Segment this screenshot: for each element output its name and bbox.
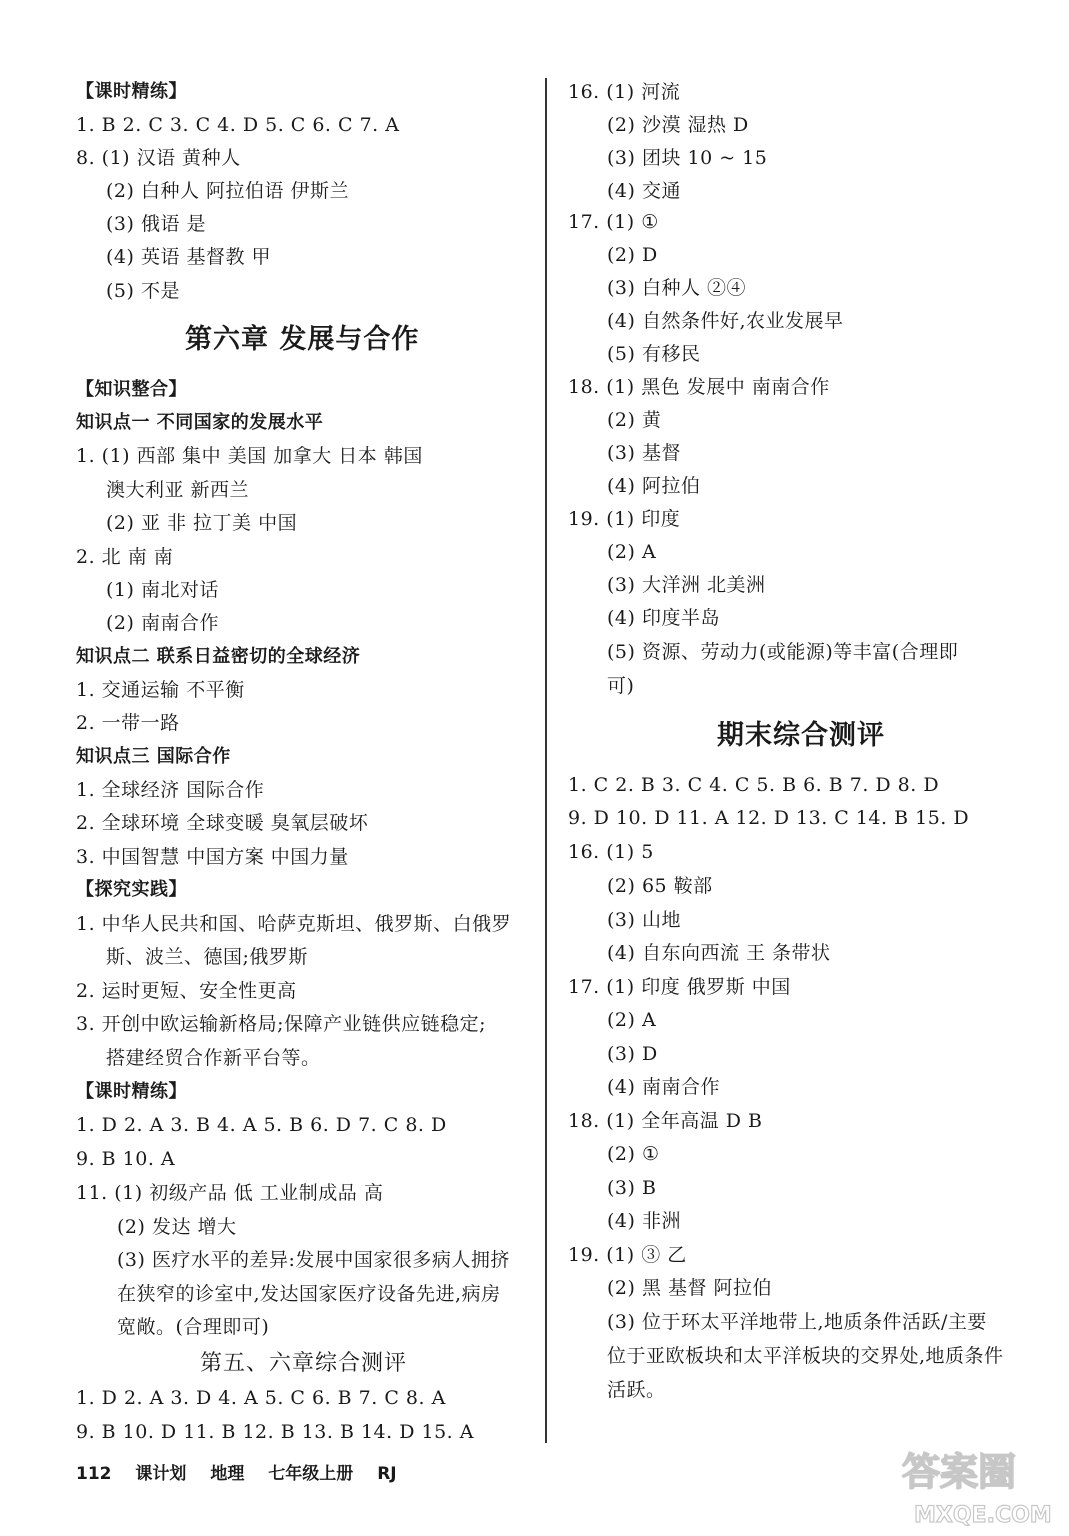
answer-line: 1. D 2. A 3. B 4. A 5. B 6. D 7. C 8. D	[76, 1114, 447, 1136]
answer-line: (2) 65 鞍部	[607, 875, 713, 897]
answer-line: 宽敞。(合理即可)	[117, 1316, 270, 1338]
answer-line: (3) 山地	[607, 909, 681, 931]
answer-line: (2) A	[607, 541, 657, 563]
answer-line: (4) 交通	[607, 180, 681, 202]
answer-line: (5) 资源、劳动力(或能源)等丰富(合理即	[607, 641, 959, 663]
section-heading: 第六章 发展与合作	[185, 324, 420, 355]
answer-line: (3) 医疗水平的差异:发展中国家很多病人拥挤	[117, 1249, 510, 1271]
page-number: 112	[76, 1464, 112, 1484]
section-heading: 期末综合测评	[717, 720, 885, 751]
answer-line: (4) 南南合作	[607, 1076, 720, 1098]
answer-line: 活跃。	[607, 1379, 666, 1401]
answer-line: (4) 印度半岛	[607, 607, 720, 629]
subsection-heading: 【探究实践】	[76, 879, 187, 900]
subsection-heading: 【知识整合】	[76, 379, 187, 400]
answer-line: (3) 位于环太平洋地带上,地质条件活跃/主要	[607, 1311, 987, 1333]
watermark-logo	[892, 1440, 1057, 1530]
answer-line: 9. D 10. D 11. A 12. D 13. C 14. B 15. D	[568, 807, 970, 829]
answer-line: (5) 有移民	[607, 343, 701, 365]
answer-line: (2) 沙漠 湿热 D	[607, 114, 749, 136]
answer-line: (4) 自然条件好,农业发展早	[607, 310, 844, 332]
answer-line: (2) A	[607, 1009, 657, 1031]
answer-line: (2) ①	[607, 1143, 660, 1165]
answer-line: (4) 阿拉伯	[607, 475, 701, 497]
answer-line: 19. (1) 印度	[568, 508, 681, 530]
answer-line: (3) 团块 10 ~ 15	[607, 147, 768, 169]
answer-line: 可)	[607, 675, 635, 697]
answer-line: 18. (1) 黑色 发展中 南南合作	[568, 376, 830, 398]
answer-line: 17. (1) 印度 俄罗斯 中国	[568, 976, 791, 998]
answer-line: 9. B 10. A	[76, 1148, 176, 1170]
answer-line: 斯、波兰、德国;俄罗斯	[106, 946, 308, 968]
answer-line: 16. (1) 5	[568, 841, 654, 863]
answer-line: (3) 白种人 ②④	[607, 277, 746, 299]
book-series: 课计划	[135, 1464, 187, 1484]
answer-line: (2) 发达 增大	[117, 1216, 237, 1238]
answer-line: (4) 非洲	[607, 1210, 681, 1232]
answer-line: 澳大利亚 新西兰	[106, 479, 250, 501]
answer-line: (4) 自东向西流 王 条带状	[607, 942, 831, 964]
answer-line: 2. 北 南 南	[76, 546, 174, 568]
answer-line: (5) 不是	[106, 280, 180, 302]
answer-line: 2. 运时更短、安全性更高	[76, 980, 297, 1002]
answer-line: (3) B	[607, 1177, 657, 1199]
book-subject: 地理	[210, 1464, 245, 1484]
answer-line: 1. D 2. A 3. D 4. A 5. C 6. B 7. C 8. A	[76, 1387, 446, 1409]
answer-line: (3) 大洋洲 北美洲	[607, 574, 766, 596]
answer-line: 11. (1) 初级产品 低 工业制成品 高	[76, 1182, 384, 1204]
column-divider	[545, 78, 547, 1443]
answer-line: 17. (1) ①	[568, 211, 659, 233]
subsection-heading: 知识点三 国际合作	[76, 746, 231, 767]
book-grade: 七年级上册	[268, 1464, 354, 1484]
subsection-heading: 【课时精练】	[76, 1081, 187, 1102]
answer-line: (2) 亚 非 拉丁美 中国	[106, 512, 298, 534]
answer-line: (3) 俄语 是	[106, 213, 206, 235]
answer-line: 18. (1) 全年高温 D B	[568, 1110, 763, 1132]
answer-line: (2) 黄	[607, 409, 662, 431]
answer-line: (2) 白种人 阿拉伯语 伊斯兰	[106, 180, 350, 202]
answer-line: 2. 全球环境 全球变暖 臭氧层破坏	[76, 812, 369, 834]
answer-line: 1. (1) 西部 集中 美国 加拿大 日本 韩国	[76, 445, 423, 467]
answer-line: 1. 交通运输 不平衡	[76, 679, 245, 701]
answer-line: (1) 南北对话	[106, 579, 219, 601]
answer-line: 2. 一带一路	[76, 712, 180, 734]
answer-line: 在狭窄的诊室中,发达国家医疗设备先进,病房	[117, 1283, 501, 1305]
answer-line: 1. C 2. B 3. C 4. C 5. B 6. B 7. D 8. D	[568, 774, 940, 796]
subsection-heading: 知识点一 不同国家的发展水平	[76, 412, 324, 433]
subsection-heading: 【课时精练】	[76, 81, 187, 102]
answer-line: 3. 中国智慧 中国方案 中国力量	[76, 846, 349, 868]
watermark-text-top: 答案圈	[902, 1450, 1017, 1494]
page-footer	[76, 1462, 415, 1486]
answer-line: 19. (1) ③ 乙	[568, 1244, 687, 1266]
answer-line: (3) D	[607, 1043, 658, 1065]
answer-line: 搭建经贸合作新平台等。	[106, 1047, 321, 1069]
answer-line: 位于亚欧板块和太平洋板块的交界处,地质条件	[607, 1345, 1004, 1367]
answer-line: 1. B 2. C 3. C 4. D 5. C 6. C 7. A	[76, 114, 400, 136]
answer-line: (2) 黑 基督 阿拉伯	[607, 1277, 773, 1299]
answer-line: (2) 南南合作	[106, 612, 219, 634]
answer-line: (2) D	[607, 244, 658, 266]
answer-line: 1. 中华人民共和国、哈萨克斯坦、俄罗斯、白俄罗	[76, 913, 512, 935]
answer-line: (3) 基督	[607, 442, 681, 464]
answer-line: (4) 英语 基督教 甲	[106, 246, 272, 268]
answer-line: 8. (1) 汉语 黄种人	[76, 147, 241, 169]
subsection-heading: 知识点二 联系日益密切的全球经济	[76, 646, 361, 667]
watermark-text-bottom: MXQE.COM	[914, 1503, 1052, 1528]
answer-line: 1. 全球经济 国际合作	[76, 779, 265, 801]
book-edition: RJ	[377, 1464, 397, 1484]
answer-line: 9. B 10. D 11. B 12. B 13. B 14. D 15. A	[76, 1421, 474, 1443]
answer-line: 16. (1) 河流	[568, 81, 681, 103]
answer-line: 3. 开创中欧运输新格局;保障产业链供应链稳定;	[76, 1013, 486, 1035]
section-heading: 第五、六章综合测评	[200, 1351, 408, 1376]
